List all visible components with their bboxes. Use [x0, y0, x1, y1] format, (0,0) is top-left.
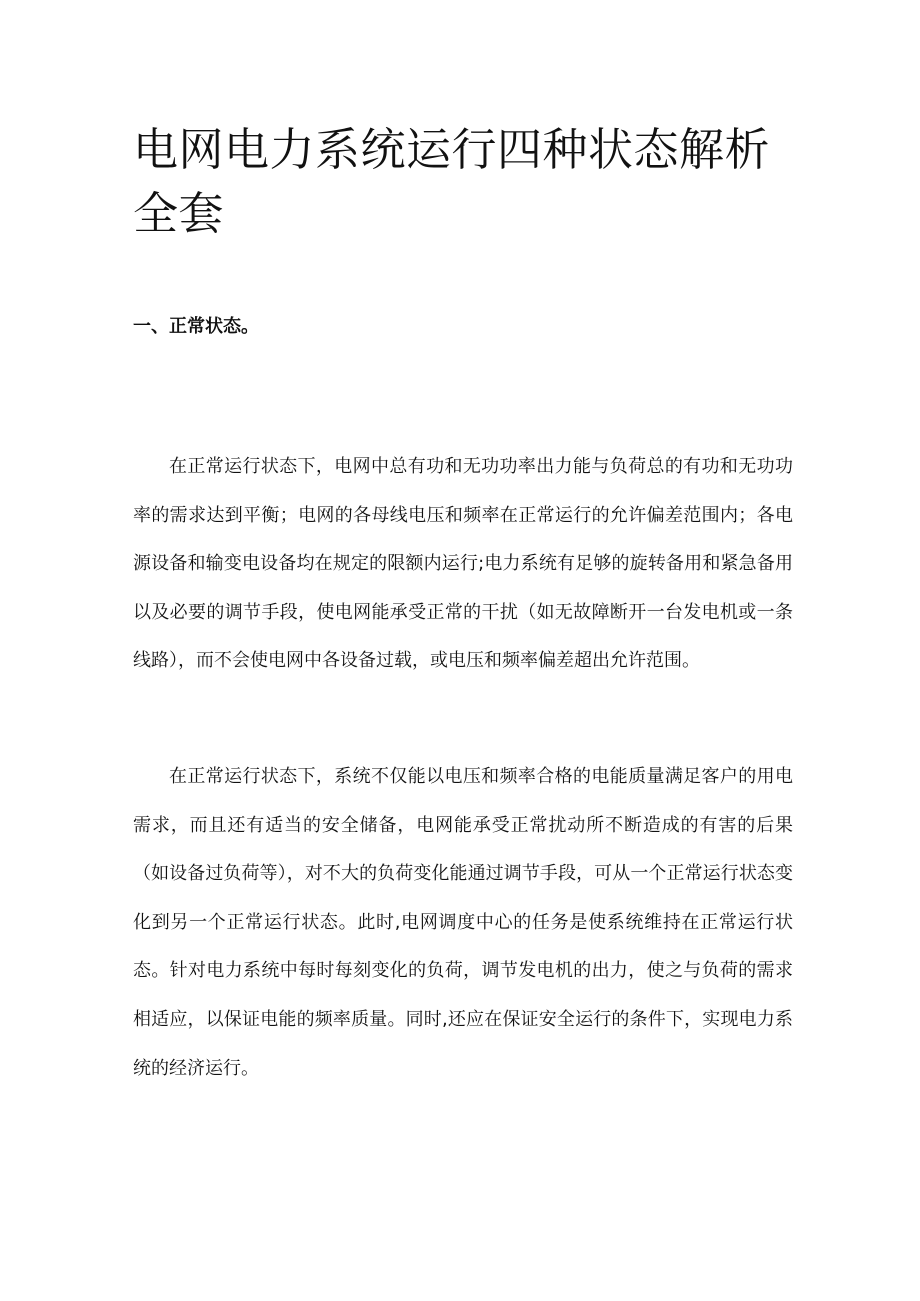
paragraph-1: 在正常运行状态下，电网中总有功和无功功率出力能与负荷总的有功和无功功率的需求达到平衡；电网的各母线电压和频率在正常运行的允许偏差范围内；各电源设备和输变电设备均在规定的限额内运行;电力系统有足够的旋转备用和紧急备用以及必要的调节手段，使电网能承受正常的干扰（如无故障断开一台发电机或一条线路），而不会使电网中各设备过载，或电压和频率偏差超出允许范围。	[133, 456, 793, 672]
section-heading-normal-state: 一、正常状态。	[133, 316, 259, 337]
paragraph-2: 在正常运行状态下，系统不仅能以电压和频率合格的电能质量满足客户的用电需求，而且还有适当的安全储备，电网能承受正常扰动所不断造成的有害的后果（如设备过负荷等），对不大的负荷变化能通过调节手段，可从一个正常运行状态变化到另一个正常运行状态。此时,电网调度中心的任务是使系统维持在正常运行状态。针对电力系统中每时每刻变化的负荷，调节发电机的出力，使之与负荷的需求相适应，以保证电能的频率质量。同时,还应在保证安全运行的条件下，实现电力系统的经济运行。	[133, 766, 793, 1079]
document-title: 电网电力系统运行四种状态解析全套	[133, 123, 771, 240]
